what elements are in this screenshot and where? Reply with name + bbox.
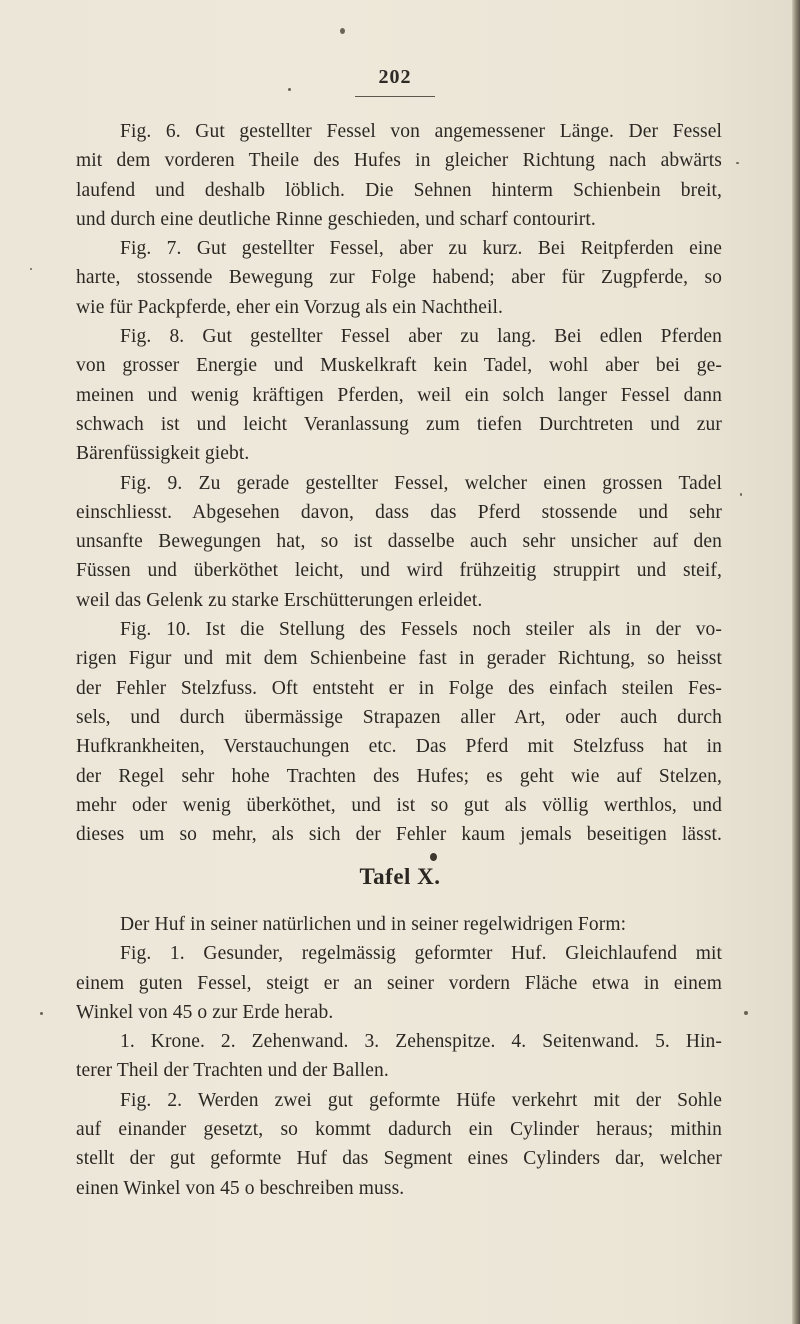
text-line: laufend und deshalb löblich. Die Sehnen hinterm Schienbein breit,	[76, 179, 722, 201]
text-line: Fig. 2. Werden zwei gut geformte Hüfe verkehrt mit der Sohle	[120, 1089, 722, 1111]
text-line: terer Theil der Trachten und der Ballen.	[76, 1060, 389, 1082]
text-line: der Regel sehr hohe Trachten des Hufes; es geht wie auf Stelzen,	[76, 765, 722, 787]
text-line: Fig. 9. Zu gerade gestellter Fessel, welcher einen grossen Tadel	[120, 472, 722, 494]
text-line: 1. Krone. 2. Zehenwand. 3. Zehenspitze. 4. Seitenwand. 5. Hin-	[120, 1031, 722, 1053]
paper-speck	[430, 853, 437, 861]
text-line: einschliesst. Abgesehen davon, dass das Pferd stossende und sehr	[76, 501, 722, 523]
text-line: Fig. 6. Gut gestellter Fessel von angemessener Länge. Der Fessel	[120, 121, 722, 142]
text-line: rigen Figur und mit dem Schienbeine fast in gerader Richtung, so heisst	[76, 648, 722, 670]
text-line: unsanfte Bewegungen hat, so ist dasselbe auch sehr unsicher auf den	[76, 531, 722, 553]
text-line: mit dem vorderen Theile des Hufes in gleicher Richtung nach abwärts	[76, 150, 722, 172]
page-number-rule	[355, 96, 435, 97]
text-line: Füssen und überköthet leicht, und wird frühzeitig struppirt und steif,	[76, 560, 722, 582]
text-line: weil das Gelenk zu starke Erschütterungen erleidet.	[76, 589, 483, 611]
text-line: Fig. 7. Gut gestellter Fessel, aber zu kurz. Bei Reitpferden eine	[120, 238, 722, 260]
text-line: von grosser Energie und Muskelkraft kein Tadel, wohl aber bei ge-	[76, 355, 722, 377]
section-heading: Tafel X.	[359, 864, 441, 889]
text-line: auf einander gesetzt, so kommt dadurch ein Cylinder heraus; mithin	[76, 1119, 722, 1141]
text-line: mehr oder wenig überköthet, und ist so gut als völlig werthlos, und	[76, 794, 722, 816]
text-line: Winkel von 45 o zur Erde herab.	[76, 1001, 334, 1023]
page-edge-shadow	[792, 0, 800, 1324]
text-line: dieses um so mehr, als sich der Fehler kaum jemals beseitigen lässt.	[76, 824, 722, 846]
text-line: Bärenfüssigkeit giebt.	[76, 443, 250, 465]
paper-speck	[744, 1011, 748, 1015]
text-block-figures-6-10	[76, 117, 722, 849]
text-line: sels, und durch übermässige Strapazen aller Art, oder auch durch	[76, 706, 722, 728]
paper-speck	[40, 1012, 43, 1015]
text-line: einem guten Fessel, steigt er an seiner vordern Fläche etwa in einem	[76, 972, 722, 994]
text-line: und durch eine deutliche Rinne geschieden, und scharf contourirt.	[76, 208, 596, 230]
text-line: stellt der gut geformte Huf das Segment eines Cylinders dar, welcher	[76, 1148, 722, 1170]
text-line: Hufkrankheiten, Verstauchungen etc. Das Pferd mit Stelzfuss hat in	[76, 736, 722, 758]
text-line: der Fehler Stelzfuss. Oft entsteht er in Folge des einfach steilen Fes-	[76, 677, 722, 699]
paper-speck	[340, 28, 345, 34]
text-line: harte, stossende Bewegung zur Folge habend; aber für Zugpferde, so	[76, 267, 722, 289]
text-line: einen Winkel von 45 o beschreiben muss.	[76, 1177, 405, 1199]
text-line: Der Huf in seiner natürlichen und in seiner regelwidrigen Form:	[120, 914, 627, 935]
page-number: 202	[378, 66, 412, 88]
paper-speck	[740, 493, 742, 496]
text-line: meinen und wenig kräftigen Pferden, weil ein solch langer Fessel dann	[76, 384, 722, 406]
text-block-tafel-x	[76, 910, 722, 1203]
paper-speck	[736, 162, 739, 164]
paper-speck	[30, 268, 32, 270]
paper-speck	[288, 88, 291, 91]
text-line: schwach ist und leicht Veranlassung zum tiefen Durchtreten und zur	[76, 413, 722, 435]
text-line: wie für Packpferde, eher ein Vorzug als ein Nachtheil.	[76, 296, 504, 318]
text-line: Fig. 10. Ist die Stellung des Fessels noch steiler als in der vo-	[120, 619, 722, 641]
text-line: Fig. 8. Gut gestellter Fessel aber zu lang. Bei edlen Pferden	[120, 326, 722, 348]
text-line: Fig. 1. Gesunder, regelmässig geformter Huf. Gleichlaufend mit	[120, 943, 722, 965]
